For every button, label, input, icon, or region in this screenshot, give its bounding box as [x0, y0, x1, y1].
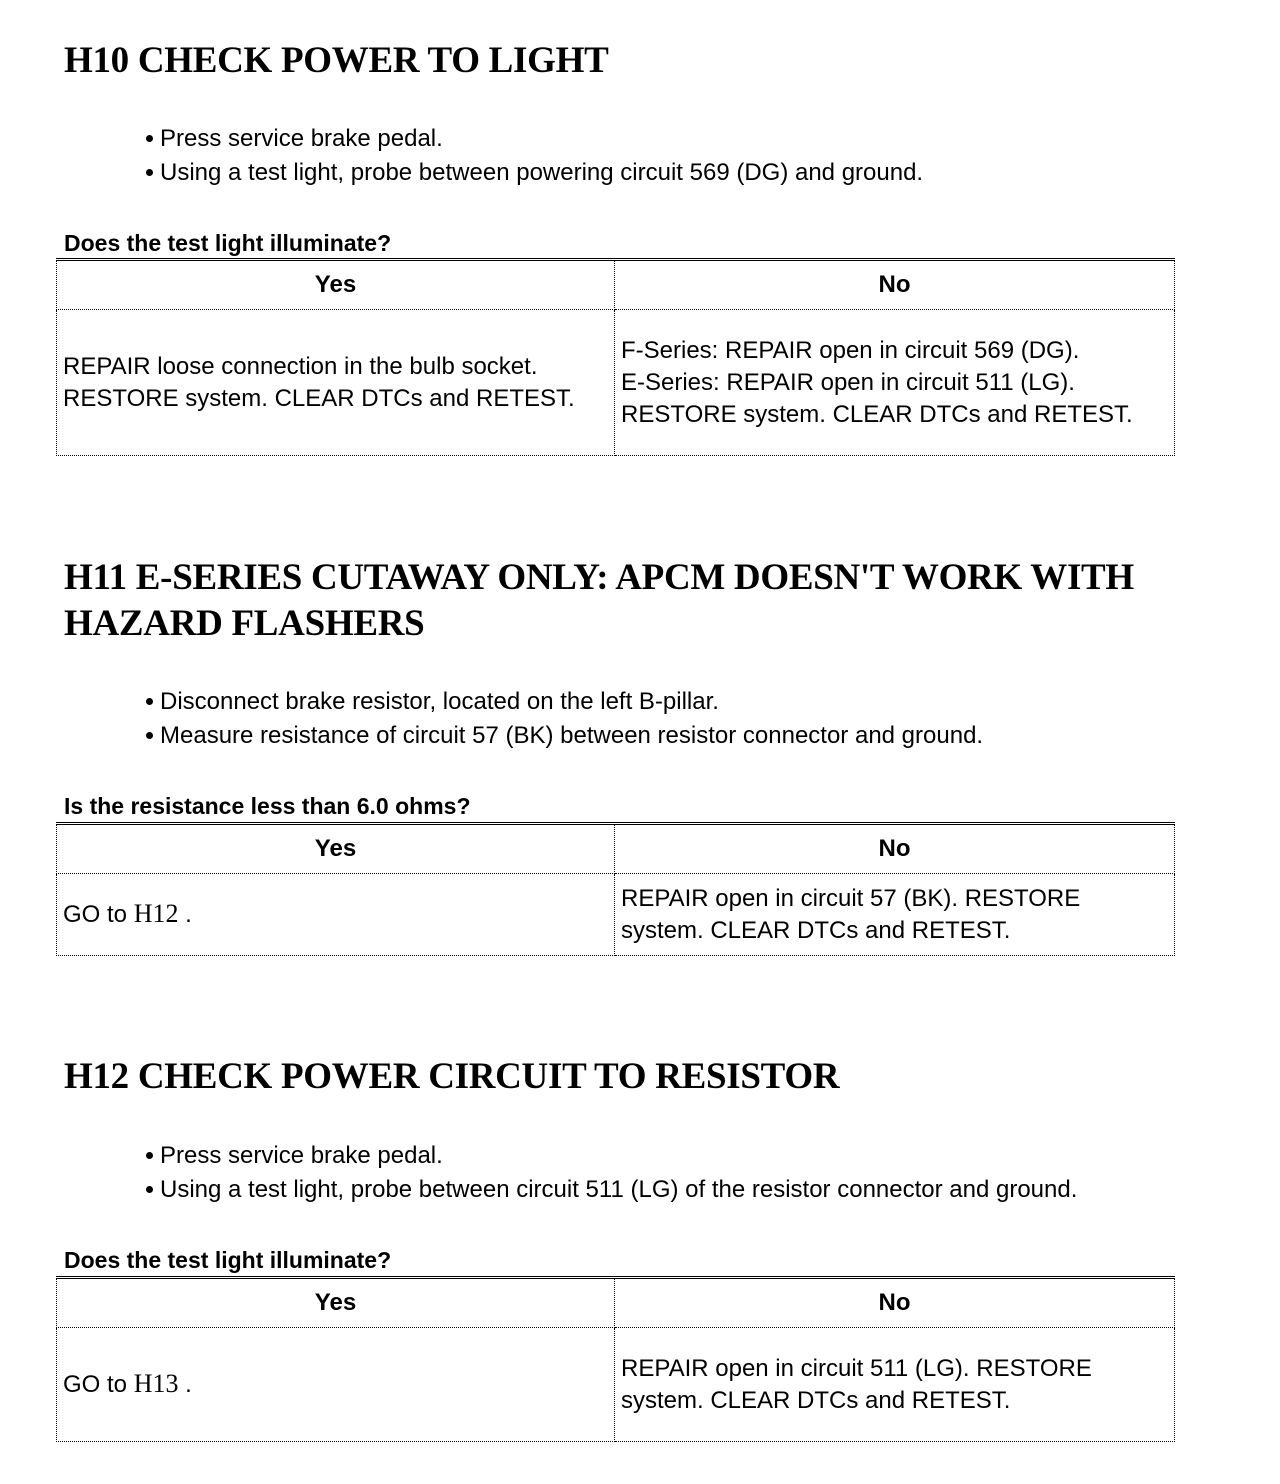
bullet-icon	[146, 698, 153, 705]
bullet-icon	[146, 135, 153, 142]
cell-yes: GO to H12 .	[57, 874, 615, 956]
steps-list-h10	[146, 122, 923, 190]
answer-table-h12	[56, 1276, 1175, 1442]
header-yes: Yes	[57, 1278, 615, 1328]
steps-list-h11	[146, 685, 983, 753]
step-title-h10: H10 CHECK POWER TO LIGHT	[64, 40, 609, 81]
step-item: Using a test light, probe between circuit 511 (LG) of the resistor connector and ground.	[146, 1173, 1077, 1207]
step-item: Press service brake pedal.	[146, 122, 923, 156]
bullet-icon	[146, 1186, 153, 1193]
cell-yes: GO to H13 .	[57, 1328, 615, 1442]
bullet-icon	[146, 169, 153, 176]
table-row	[57, 310, 1175, 456]
step-title-h11: H11 E-SERIES CUTAWAY ONLY: APCM DOESN'T WORK WITH HAZARD FLASHERS	[64, 557, 1134, 644]
steps-list-h12	[146, 1139, 1077, 1207]
header-yes: Yes	[57, 824, 615, 874]
table-row	[57, 874, 1175, 956]
answer-table-h10	[56, 258, 1175, 456]
question-h12: Does the test light illuminate?	[64, 1247, 392, 1273]
goto-h12-link[interactable]: H12	[133, 899, 179, 928]
cell-no: F-Series: REPAIR open in circuit 569 (DG). E-Series: REPAIR open in circuit 511 (LG). RESTORE system. CLEAR DTCs and RETEST.	[615, 310, 1175, 456]
table-header-row	[57, 1278, 1175, 1328]
step-item: Measure resistance of circuit 57 (BK) between resistor connector and ground.	[146, 719, 983, 753]
answer-table-h11	[56, 822, 1175, 956]
step-item: Using a test light, probe between powering circuit 569 (DG) and ground.	[146, 156, 923, 190]
step-title-h12: H12 CHECK POWER CIRCUIT TO RESISTOR	[64, 1056, 840, 1097]
cell-yes: REPAIR loose connection in the bulb socket. RESTORE system. CLEAR DTCs and RETEST.	[57, 310, 615, 456]
table-header-row	[57, 260, 1175, 310]
goto-h13-link[interactable]: H13	[133, 1369, 179, 1398]
step-item: Disconnect brake resistor, located on the left B-pillar.	[146, 685, 983, 719]
cell-no: REPAIR open in circuit 57 (BK). RESTORE system. CLEAR DTCs and RETEST.	[615, 874, 1175, 956]
header-no: No	[615, 1278, 1175, 1328]
bullet-icon	[146, 1152, 153, 1159]
bullet-icon	[146, 732, 153, 739]
question-h10: Does the test light illuminate?	[64, 230, 392, 256]
step-item: Press service brake pedal.	[146, 1139, 1077, 1173]
table-header-row	[57, 824, 1175, 874]
table-row	[57, 1328, 1175, 1442]
header-yes: Yes	[57, 260, 615, 310]
cell-no: REPAIR open in circuit 511 (LG). RESTORE system. CLEAR DTCs and RETEST.	[615, 1328, 1175, 1442]
question-h11: Is the resistance less than 6.0 ohms?	[64, 793, 471, 819]
header-no: No	[615, 260, 1175, 310]
header-no: No	[615, 824, 1175, 874]
